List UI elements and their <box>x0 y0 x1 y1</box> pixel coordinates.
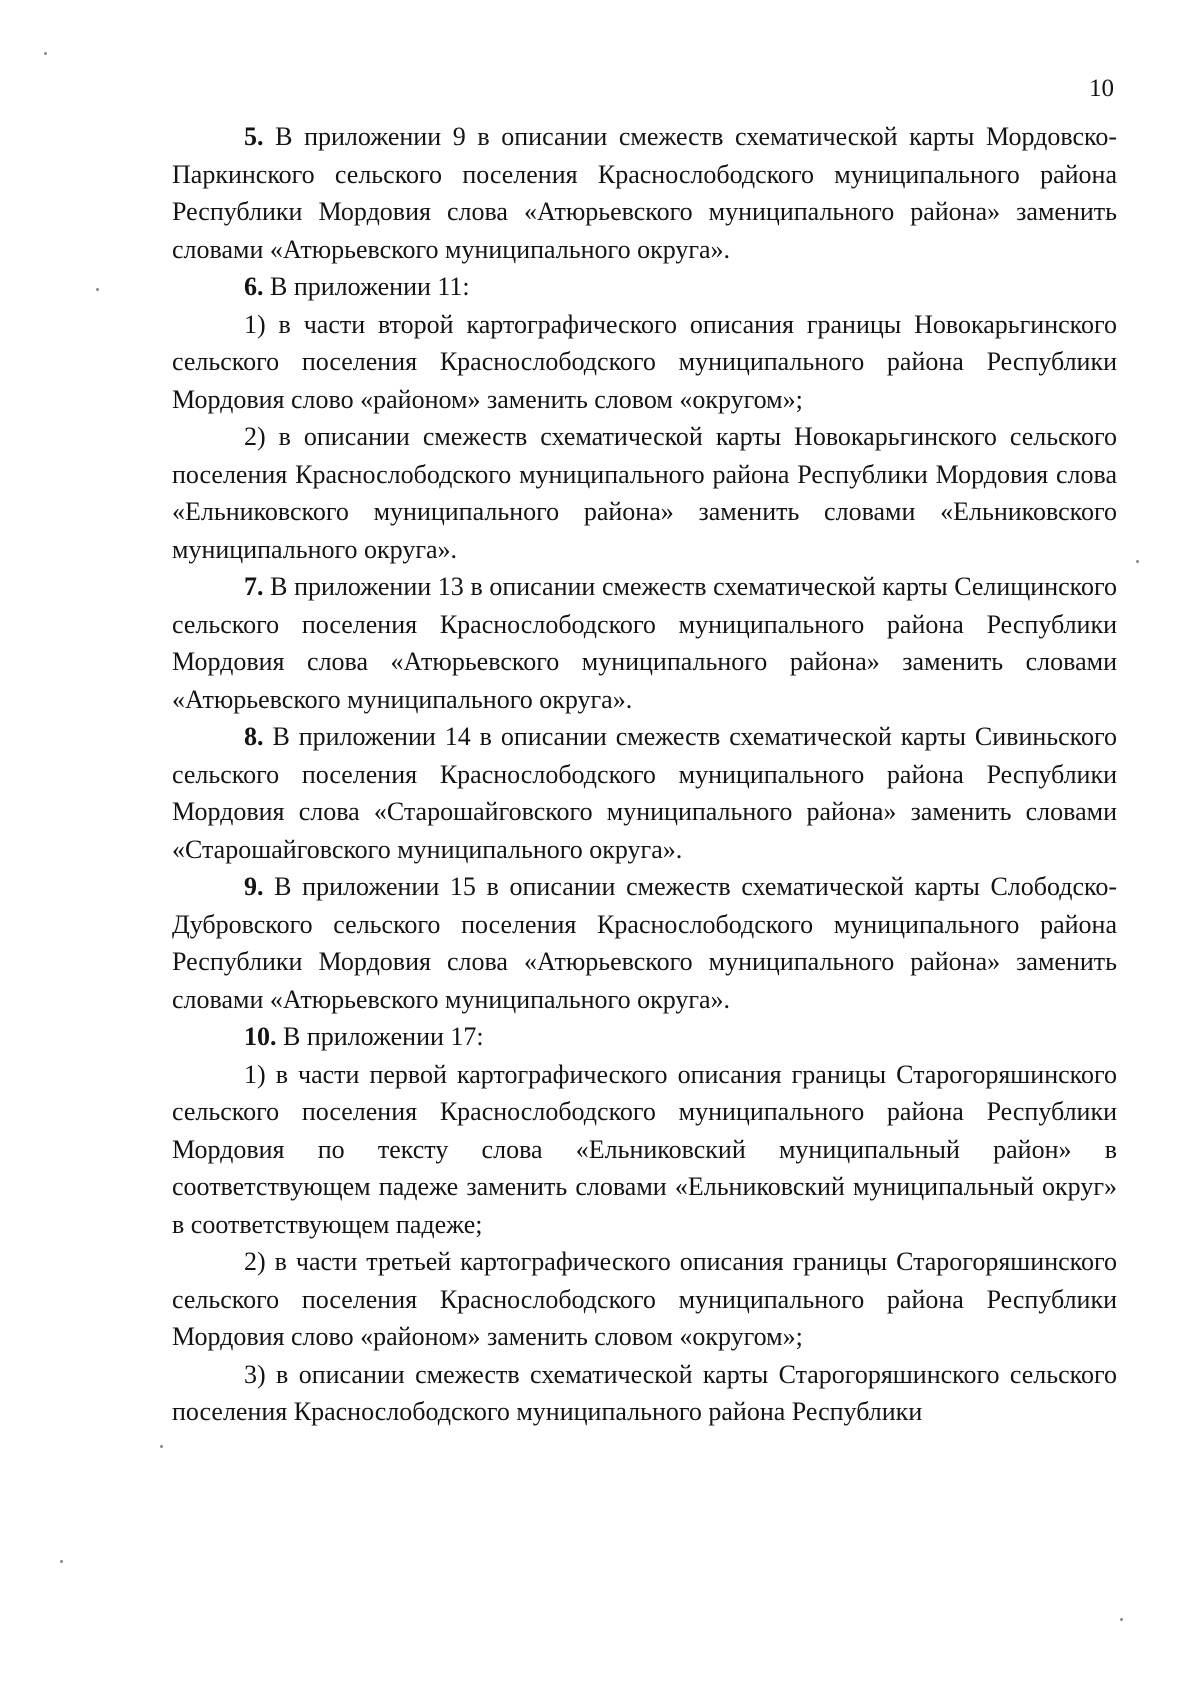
paragraph-text: В приложении 14 в описании смежеств схематической карты Сивиньского сельского поселения Краснослободского муниципального района Республики Мордовия слова «Старошайговского муниципального района» заменить словами «Старошайговского муниципального округа». <box>172 722 1117 864</box>
scan-speck <box>1136 560 1139 563</box>
paragraph-text: В приложении 15 в описании смежеств схематической карты Слободско-Дубровского сельского поселения Краснослободского муниципального района Республики Мордовия слова «Атюрьевского муниципального района» заменить словами «Атюрьевского муниципального округа». <box>172 872 1117 1014</box>
paragraph-10 <box>172 1018 1117 1056</box>
scan-speck <box>96 288 99 291</box>
paragraph-text: В приложении 17: <box>283 1022 484 1051</box>
paragraph-text: 2) в описании смежеств схематической карты Новокарьгинского сельского поселения Краснослободского муниципального района Республики Мордовия слова «Ельниковского муниципального района» заменить словами «Ельниковского муниципального округа». <box>172 422 1117 564</box>
page-number: 10 <box>1089 75 1114 102</box>
paragraph-9 <box>172 868 1117 1018</box>
paragraph-6-item-2 <box>172 418 1117 568</box>
paragraph-number: 5. <box>244 122 264 151</box>
paragraph-number: 6. <box>244 272 264 301</box>
paragraph-6-item-1 <box>172 306 1117 419</box>
paragraph-10-item-2 <box>172 1243 1117 1356</box>
paragraph-6 <box>172 268 1117 306</box>
paragraph-text: В приложении 9 в описании смежеств схематической карты Мордовско-Паркинского сельского поселения Краснослободского муниципального района Республики Мордовия слова «Атюрьевского муниципального района» заменить словами «Атюрьевского муниципального округа». <box>172 122 1118 264</box>
scan-speck <box>44 52 47 55</box>
paragraph-text: В приложении 11: <box>270 272 470 301</box>
paragraph-7 <box>172 568 1117 718</box>
paragraph-text: 1) в части первой картографического описания границы Старогоряшинского сельского поселения Краснослободского муниципального района Республики Мордовия по тексту слова «Ельниковский муниципальный район» в соответствующем падеже заменить словами «Ельниковский муниципальный округ» в соответствующем падеже; <box>172 1059 1117 1239</box>
scan-speck <box>1120 1618 1123 1621</box>
scan-speck <box>160 1445 163 1448</box>
paragraph-text: В приложении 13 в описании смежеств схематической карты Селищинского сельского поселения Краснослободского муниципального района Республики Мордовия слова «Атюрьевского муниципального района» заменить словами «Атюрьевского муниципального округа». <box>172 572 1117 714</box>
paragraph-text: 1) в части второй картографического описания границы Новокарьгинского сельского поселения Краснослободского муниципального района Республики Мордовия слово «районом» заменить словом «округом»; <box>172 309 1117 414</box>
paragraph-text: 2) в части третьей картографического описания границы Старогоряшинского сельского поселения Краснослободского муниципального района Республики Мордовия слово «районом» заменить словом «округом»; <box>172 1247 1117 1351</box>
paragraph-number: 8. <box>244 722 264 751</box>
paragraph-number: 7. <box>244 572 264 601</box>
paragraph-text: 3) в описании смежеств схематической карты Старогоряшинского сельского поселения Краснослободского муниципального района Республики <box>172 1359 1117 1426</box>
paragraph-10-item-3 <box>172 1356 1117 1431</box>
paragraph-10-item-1 <box>172 1056 1117 1244</box>
document-body <box>172 118 1117 1431</box>
paragraph-number: 10. <box>244 1022 277 1051</box>
scan-speck <box>60 1560 63 1563</box>
paragraph-8 <box>172 718 1117 868</box>
paragraph-5 <box>172 118 1117 268</box>
paragraph-number: 9. <box>244 872 264 901</box>
